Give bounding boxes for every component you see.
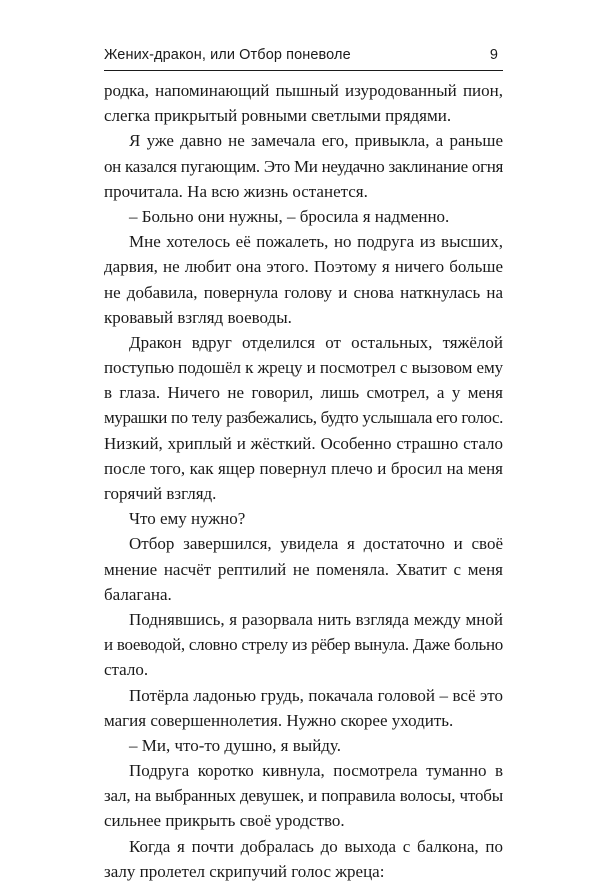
- text-line: он казался пугающим. Это Ми неудачно заклинание огня: [104, 156, 503, 176]
- text-line: после того, как ящер повернул плечо и бросил на меня: [104, 458, 503, 478]
- text-line: Я уже давно не замечала его, привыкла, а раньше: [129, 131, 503, 151]
- text-line: поступью подошёл к жрецу и посмотрел с вызовом ему: [104, 358, 503, 378]
- text-line: слегка прикрытый ровными светлыми прядями.: [104, 106, 452, 126]
- text-line: магия совершеннолетия. Нужно скорее уходить.: [104, 710, 454, 730]
- header-rule: [104, 70, 503, 71]
- text-line: залу пролетел скрипучий голос жреца:: [104, 861, 385, 881]
- text-line: зал, на выбранных девушек, и поправила волосы, чтобы: [104, 786, 503, 806]
- text-line: кровавый взгляд воеводы.: [104, 307, 292, 327]
- text-line: стало.: [104, 660, 149, 680]
- text-line: Мне хотелось её пожалеть, но подруга из высших,: [129, 232, 503, 252]
- text-line: родка, напоминающий пышный изуродованный пион,: [104, 81, 503, 100]
- text-line: Отбор завершился, увидела я достаточно и своё: [129, 534, 503, 554]
- text-line: – Больно они нужны, – бросила я надменно.: [129, 206, 450, 226]
- text-line: Что ему нужно?: [129, 509, 246, 529]
- text-line: Дракон вдруг отделился от остальных, тяжёлой: [129, 332, 503, 352]
- text-line: Потёрла ладонью грудь, покачала головой – всё это: [129, 685, 503, 705]
- page-number: 9: [489, 47, 498, 63]
- text-line: не добавила, повернула голову и снова наткнулась на: [104, 282, 503, 302]
- text-line: Подруга коротко кивнула, посмотрела туманно в: [129, 761, 503, 781]
- text-line: сильнее прикрыть своё уродство.: [104, 811, 345, 831]
- text-line: в глаза. Ничего не говорил, лишь смотрел, а у меня: [104, 383, 503, 403]
- text-line: балагана.: [104, 584, 172, 604]
- text-line: и воеводой, словно стрелу из рёбер вынула. Даже больно: [104, 635, 503, 655]
- running-title: Жених-дракон, или Отбор поневоле: [104, 47, 351, 63]
- text-line: Низкий, хриплый и жёсткий. Особенно страшно стало: [104, 433, 503, 453]
- text-line: Поднявшись, я разорвала нить взгляда между мной: [129, 609, 503, 629]
- text-line: мурашки по телу разбежались, будто услышала его голос.: [104, 408, 503, 428]
- text-line: дарвия, не любит она этого. Поэтому я ничего больше: [104, 257, 503, 277]
- text-line: мнение насчёт рептилий не поменяла. Хватит с меня: [104, 559, 503, 579]
- text-line: прочитала. На всю жизнь останется.: [104, 181, 368, 201]
- body-text: [104, 78, 503, 884]
- text-line: горячий взгляд.: [104, 484, 217, 503]
- text-line: – Ми, что-то душно, я выйду.: [129, 735, 341, 755]
- text-line: Когда я почти добралась до выхода с балкона, по: [129, 836, 503, 856]
